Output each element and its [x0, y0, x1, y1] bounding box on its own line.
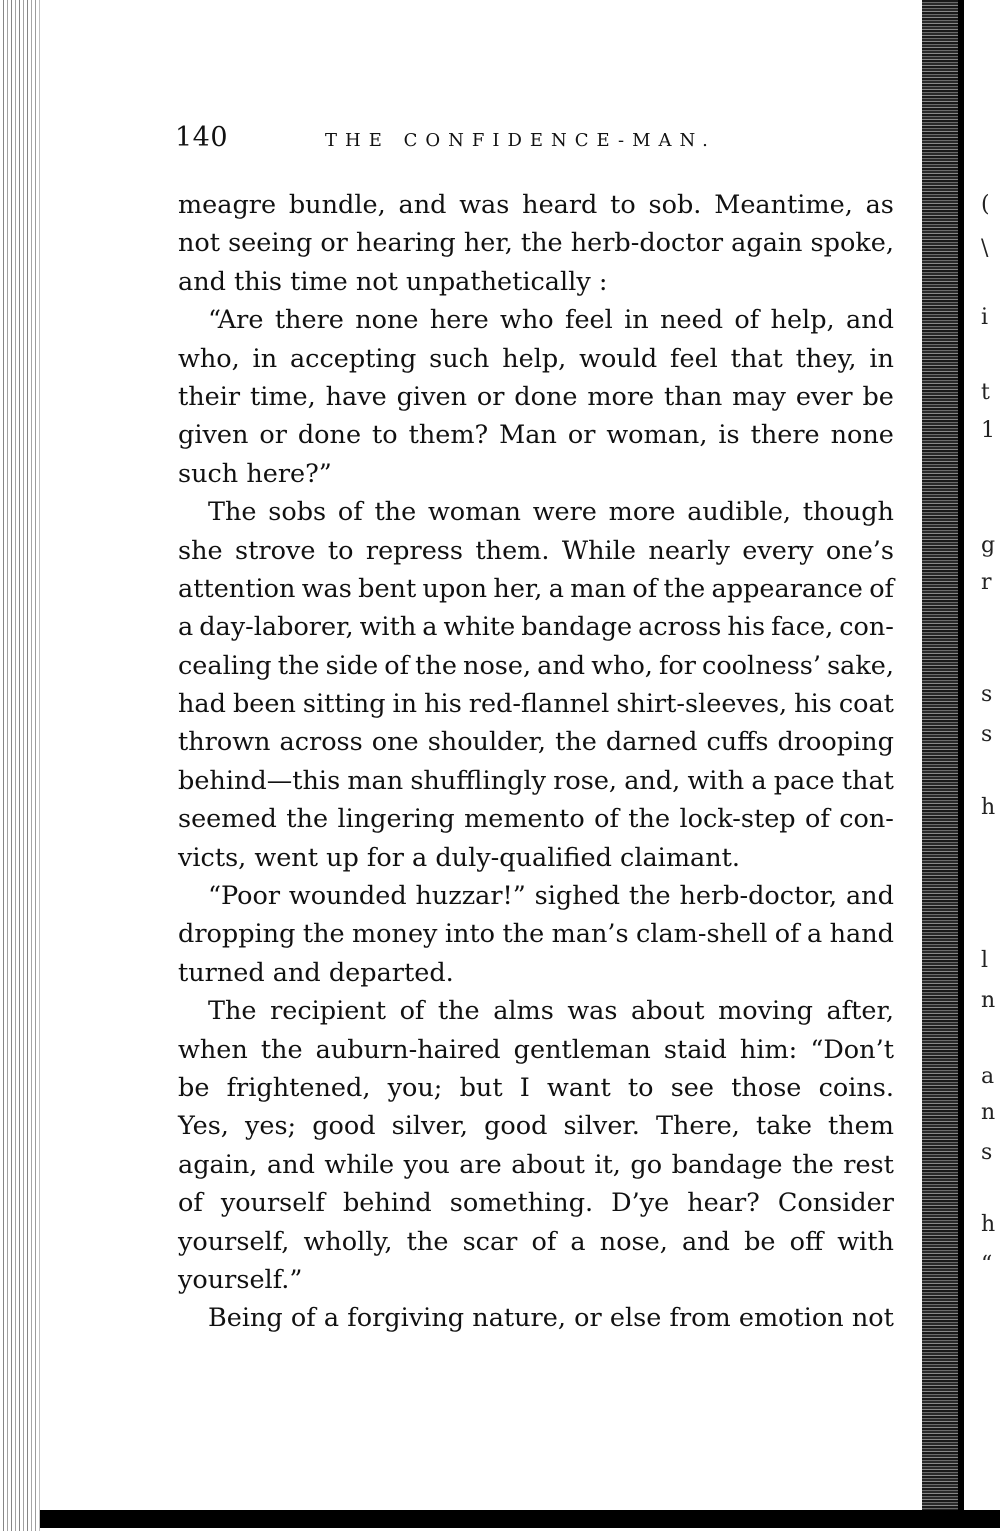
word: you;: [387, 1072, 443, 1103]
word: it,: [594, 1149, 621, 1180]
word: seemed: [178, 804, 277, 835]
word: as: [865, 190, 894, 220]
word: shoulder,: [427, 727, 547, 758]
word: in: [869, 343, 894, 374]
word: his: [727, 612, 766, 643]
word: but: [459, 1072, 503, 1103]
word: who,: [591, 650, 653, 681]
word: coins.: [818, 1072, 894, 1103]
word: is: [718, 420, 740, 451]
word: and: [537, 650, 586, 681]
word: there: [750, 420, 820, 451]
word: or: [320, 228, 348, 259]
word: been: [232, 689, 296, 720]
word: clam-shell: [636, 919, 768, 950]
word: the: [437, 996, 480, 1027]
word: than: [664, 381, 723, 412]
word: red-flannel: [468, 689, 610, 720]
word: day-laborer,: [199, 612, 354, 643]
word: wounded: [288, 881, 407, 912]
word: accepting: [289, 343, 417, 374]
word: of: [399, 996, 425, 1027]
edge-letter: n: [981, 1100, 996, 1125]
word: rose,: [553, 765, 618, 796]
word: of: [531, 1226, 557, 1257]
word: across: [638, 612, 722, 643]
word: cuffs: [706, 727, 769, 758]
word: was: [567, 996, 618, 1027]
word: silver,: [391, 1111, 469, 1142]
word: nose,: [463, 650, 532, 681]
word: be: [862, 381, 894, 412]
text-line: [178, 723, 894, 761]
word: man: [347, 765, 404, 796]
page-number: 140: [175, 122, 229, 153]
word: the: [520, 228, 563, 259]
word: and,: [624, 765, 681, 796]
word: seeing: [228, 228, 313, 259]
text-line: [178, 186, 894, 224]
word: silver.: [563, 1111, 640, 1142]
word: lock-step: [679, 804, 796, 835]
text-line: [178, 1184, 894, 1222]
word: and: [846, 305, 894, 336]
word: the: [628, 881, 671, 912]
word: lingering: [337, 804, 455, 835]
word: want: [547, 1072, 611, 1103]
word: her,: [493, 573, 543, 604]
word: Being: [208, 1303, 283, 1334]
word: of: [290, 1303, 316, 1334]
word: yourself,: [178, 1226, 290, 1257]
bottom-edge: [40, 1510, 1000, 1528]
word: of: [384, 650, 410, 681]
word: be: [744, 1226, 776, 1257]
word: good: [484, 1111, 548, 1142]
word: coat: [838, 689, 894, 720]
word: forgiving: [347, 1303, 465, 1334]
word: with: [359, 612, 417, 643]
word: of: [774, 919, 800, 950]
word: repress: [365, 535, 463, 566]
word: and: [398, 190, 447, 220]
word: sighed: [534, 881, 621, 912]
word: white: [443, 612, 516, 643]
word: the: [663, 573, 706, 604]
word: behind: [342, 1188, 432, 1219]
word: feel: [670, 343, 718, 374]
word: recipient: [270, 996, 387, 1027]
word: yourself: [220, 1188, 325, 1219]
word: dropping: [178, 919, 296, 950]
word: them?: [408, 420, 489, 451]
text-line: [178, 647, 894, 685]
word: again,: [178, 1149, 258, 1180]
word: about: [631, 996, 705, 1027]
word: was: [459, 190, 510, 220]
word: of: [734, 305, 760, 336]
word: they,: [795, 343, 857, 374]
word: frightened,: [226, 1072, 371, 1103]
word: had: [178, 689, 226, 720]
word: a: [548, 573, 564, 604]
word: about: [511, 1149, 585, 1180]
word: shirt-sleeves,: [616, 689, 788, 720]
edge-letter: s: [981, 1140, 993, 1165]
edge-letter: t: [981, 380, 990, 405]
left-gutter-fade: [30, 0, 60, 1531]
word: in: [392, 689, 418, 720]
edge-letter: 1: [981, 418, 995, 443]
word: see: [670, 1072, 714, 1103]
word: them.: [475, 535, 550, 566]
text-line: [178, 224, 894, 262]
word: again: [731, 228, 803, 259]
running-head: [175, 122, 895, 162]
word: a: [178, 612, 194, 643]
word: alms: [493, 996, 554, 1027]
word: the: [406, 1226, 449, 1257]
word: con-: [839, 804, 894, 835]
text-line: [178, 532, 894, 570]
word: shufflingly: [410, 765, 547, 796]
word: of: [178, 1188, 203, 1219]
word: across: [279, 727, 363, 758]
word: she: [178, 535, 223, 566]
word: emotion: [738, 1303, 844, 1334]
text-line: [178, 1299, 894, 1337]
word: done: [297, 420, 362, 451]
word: of: [337, 497, 363, 528]
word: sobs: [268, 497, 327, 528]
word: done: [514, 381, 578, 412]
word: sob.: [648, 190, 702, 220]
word: feel: [565, 305, 613, 336]
text-line: [178, 1223, 894, 1261]
text-line: [178, 877, 894, 915]
word: strove: [235, 535, 316, 566]
word: hand: [829, 919, 894, 950]
word: may: [732, 381, 786, 412]
edge-letter: a: [981, 1064, 995, 1089]
word: bundle,: [288, 190, 386, 220]
word: ever: [795, 381, 853, 412]
word: the: [374, 497, 417, 528]
word: hear?: [687, 1188, 760, 1219]
word: scar: [462, 1226, 518, 1257]
word: of: [869, 573, 894, 604]
word: face,: [771, 612, 834, 643]
word: from: [669, 1303, 731, 1334]
word: his: [424, 689, 462, 720]
word: him:: [739, 1034, 798, 1065]
word: are: [459, 1149, 502, 1180]
text-line: [178, 800, 894, 838]
word: heard: [522, 190, 598, 220]
word: or: [574, 1303, 602, 1334]
word: was: [301, 573, 352, 604]
word: with: [687, 765, 745, 796]
word: have: [325, 381, 387, 412]
word: side: [325, 650, 379, 681]
word: not: [178, 228, 221, 259]
text-line: turned and departed.: [178, 957, 454, 988]
word: con-: [839, 612, 894, 643]
text-line: [178, 1031, 894, 1069]
word: for: [658, 650, 696, 681]
word: take: [755, 1111, 812, 1142]
word: into: [444, 919, 496, 950]
word: them: [828, 1111, 894, 1142]
word: such: [429, 343, 490, 374]
text-line: victs, went up for a duly-qualified claimant.: [178, 842, 740, 873]
edge-letter: h: [981, 1212, 996, 1237]
word: nose,: [599, 1226, 668, 1257]
word: his: [794, 689, 832, 720]
word: none: [830, 420, 894, 451]
word: man’s: [551, 919, 629, 950]
word: or: [259, 420, 287, 451]
word: I: [519, 1072, 530, 1103]
word: the: [502, 919, 545, 950]
word: that: [730, 343, 783, 374]
edge-letter: (: [981, 192, 990, 217]
word: here: [429, 305, 489, 336]
word: drooping: [777, 727, 894, 758]
word: though: [802, 497, 894, 528]
word: of: [594, 804, 619, 835]
word: herb-doctor: [570, 228, 724, 259]
word: go: [630, 1149, 663, 1180]
word: would: [579, 343, 658, 374]
word: need: [660, 305, 724, 336]
word: a: [323, 1303, 340, 1334]
word: “Poor: [208, 881, 281, 912]
word: help,: [502, 343, 567, 374]
next-page-edge-letters: [975, 0, 1000, 1500]
word: Meantime,: [714, 190, 853, 220]
text-line: and this time not unpathetically :: [178, 266, 608, 297]
word: the: [555, 727, 597, 758]
edge-letter: h: [981, 795, 996, 820]
word: The: [208, 996, 257, 1027]
word: or: [567, 420, 596, 451]
word: rest: [843, 1149, 894, 1180]
word: when: [178, 1034, 248, 1065]
word: given: [178, 420, 249, 451]
word: be: [178, 1072, 210, 1103]
edge-letter: s: [981, 682, 993, 707]
word: behind—this: [178, 765, 341, 796]
word: wholly,: [303, 1226, 393, 1257]
word: bandage: [521, 612, 633, 643]
word: their: [178, 381, 241, 412]
word: off: [789, 1226, 824, 1257]
word: time,: [249, 381, 316, 412]
word: audible,: [687, 497, 792, 528]
word: The: [208, 497, 257, 528]
word: good: [312, 1111, 376, 1142]
word: yes;: [244, 1111, 297, 1142]
edge-letter: n: [981, 988, 996, 1013]
word: one’s: [825, 535, 894, 566]
word: meagre: [178, 190, 277, 220]
word: every: [742, 535, 814, 566]
word: woman,: [606, 420, 708, 451]
word: more: [608, 497, 676, 528]
word: thrown: [178, 727, 271, 758]
text-line: [178, 493, 894, 531]
word: the: [415, 650, 457, 681]
right-page-edge: [922, 0, 962, 1510]
word: the: [792, 1149, 834, 1180]
word: spoke,: [810, 228, 894, 259]
word: of: [805, 804, 830, 835]
word: to: [372, 420, 398, 451]
word: gentleman: [513, 1034, 651, 1065]
word: woman: [427, 497, 521, 528]
word: appearance: [711, 573, 863, 604]
word: nature,: [472, 1303, 566, 1334]
word: of: [632, 573, 658, 604]
word: and: [681, 1226, 730, 1257]
word: bent: [358, 573, 417, 604]
text-line: yourself.”: [178, 1264, 303, 1295]
word: cealing: [178, 650, 272, 681]
text-line: [178, 570, 894, 608]
right-edge-bar: [958, 0, 964, 1510]
body-text: [178, 186, 894, 1338]
text-line: [178, 301, 894, 339]
word: that: [841, 765, 894, 796]
text-line: [178, 608, 894, 646]
text-line: [178, 762, 894, 800]
word: to: [627, 1072, 654, 1103]
word: given: [396, 381, 467, 412]
text-line: [178, 378, 894, 416]
word: while: [324, 1149, 395, 1180]
edge-letter: “: [981, 1252, 993, 1277]
word: moving: [718, 996, 813, 1027]
word: “Are: [208, 305, 264, 336]
text-line: [178, 1107, 894, 1145]
word: a: [751, 765, 767, 796]
word: the: [260, 1034, 303, 1065]
word: memento: [464, 804, 585, 835]
word: staid: [663, 1034, 727, 1065]
word: the: [286, 804, 329, 835]
word: nearly: [648, 535, 730, 566]
word: not: [851, 1303, 894, 1334]
edge-letter: \: [981, 236, 989, 261]
word: you: [403, 1149, 450, 1180]
word: D’ye: [611, 1188, 670, 1219]
word: upon: [422, 573, 488, 604]
word: man: [570, 573, 627, 604]
word: attention: [178, 573, 296, 604]
word: else: [609, 1303, 662, 1334]
word: and: [266, 1149, 315, 1180]
word: none: [355, 305, 419, 336]
word: auburn-haired: [315, 1034, 501, 1065]
word: in: [252, 343, 278, 374]
edge-letter: i: [981, 305, 989, 330]
word: after,: [826, 996, 894, 1027]
text-line: [178, 685, 894, 723]
text-line: [178, 1069, 894, 1107]
word: Man: [499, 420, 557, 451]
word: coolness’: [702, 650, 821, 681]
word: who: [500, 305, 554, 336]
text-line: [178, 992, 894, 1030]
word: Consider: [777, 1188, 894, 1219]
word: there: [274, 305, 344, 336]
word: the: [302, 919, 345, 950]
word: the: [277, 650, 320, 681]
word: her,: [463, 228, 513, 259]
text-line: [178, 1146, 894, 1184]
word: a: [570, 1226, 586, 1257]
word: something.: [449, 1188, 594, 1219]
text-line: [178, 915, 894, 953]
word: a: [422, 612, 438, 643]
word: “Don’t: [810, 1034, 894, 1065]
word: sake,: [827, 650, 894, 681]
word: who,: [178, 343, 240, 374]
edge-letter: g: [981, 533, 996, 558]
word: and: [845, 881, 894, 912]
text-line: such here?”: [178, 458, 332, 489]
word: a: [807, 919, 823, 950]
word: hearing: [355, 228, 456, 259]
word: Yes,: [178, 1111, 229, 1142]
word: more: [587, 381, 655, 412]
word: money: [352, 919, 438, 950]
edge-letter: r: [981, 570, 992, 595]
word: in: [624, 305, 649, 336]
word: to: [327, 535, 354, 566]
word: bandage: [671, 1149, 783, 1180]
word: pace: [773, 765, 835, 796]
word: those: [731, 1072, 802, 1103]
word: While: [561, 535, 636, 566]
word: help,: [770, 305, 835, 336]
word: were: [532, 497, 597, 528]
word: the: [628, 804, 671, 835]
word: with: [837, 1226, 894, 1257]
running-title: THE CONFIDENCE-MAN.: [325, 130, 716, 151]
word: huzzar!”: [415, 881, 526, 912]
text-line: [178, 416, 894, 454]
word: There,: [655, 1111, 740, 1142]
word: herb-doctor,: [679, 881, 838, 912]
word: sitting: [302, 689, 386, 720]
edge-letter: l: [981, 948, 989, 973]
text-line: [178, 340, 894, 378]
word: to: [610, 190, 636, 220]
word: or: [476, 381, 505, 412]
word: one: [371, 727, 419, 758]
word: darned: [605, 727, 698, 758]
edge-letter: s: [981, 722, 993, 747]
